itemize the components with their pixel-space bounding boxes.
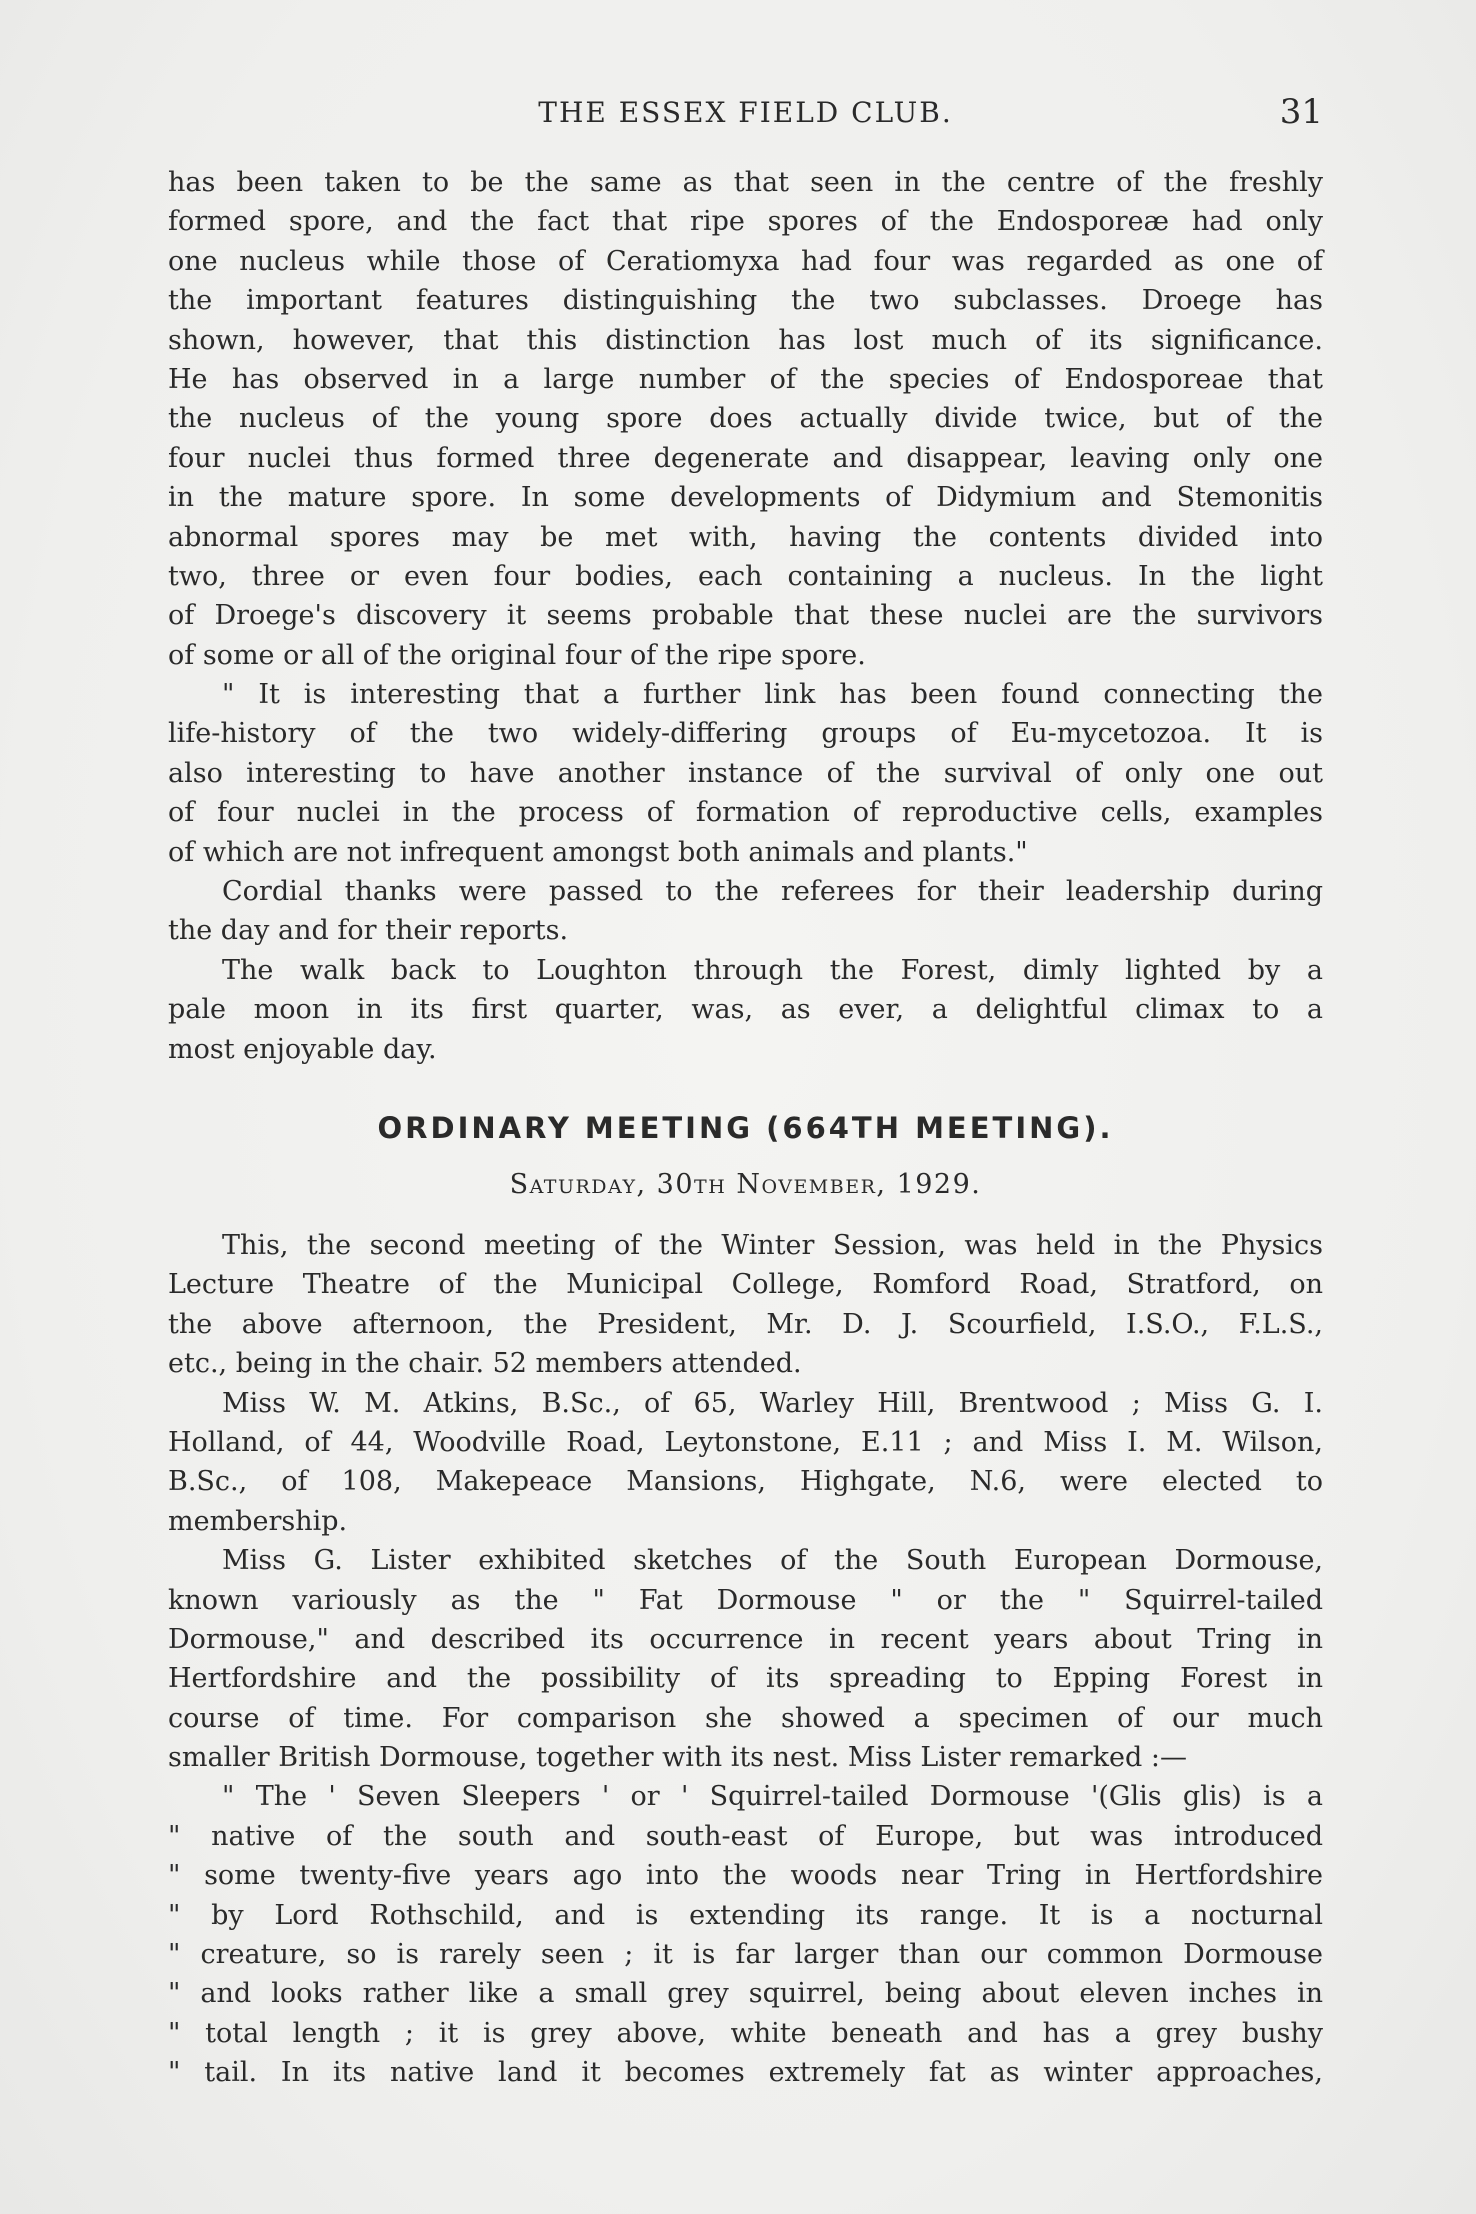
section-heading-title: ORDINARY MEETING (664TH MEETING). xyxy=(377,1111,1114,1145)
text-line: This, the second meeting of the Winter Session, was held in the Physics xyxy=(222,1230,1323,1261)
text-line: formed spore, and the fact that ripe spores of the Endosporeæ had only xyxy=(168,206,1323,238)
text-line: smaller British Dormouse, together with its nest. Miss Lister remarked :— xyxy=(168,1742,1187,1774)
text-line: the day and for their reports. xyxy=(168,915,569,947)
text-line: He has observed in a large number of the species of Endosporeae that xyxy=(168,363,1323,395)
text-line: known variously as the " Fat Dormouse " or the " Squirrel-tailed xyxy=(168,1584,1323,1616)
text-line: " and looks rather like a small grey squirrel, being about eleven inches in xyxy=(168,1978,1323,2010)
text-line: Hertfordshire and the possibility of its spreading to Epping Forest in xyxy=(168,1663,1323,1695)
text-line: " creature, so is rarely seen ; it is far larger than our common Dormouse xyxy=(168,1939,1323,1971)
text-line: " total length ; it is grey above, white beneath and has a grey bushy xyxy=(168,2017,1323,2049)
text-line: in the mature spore. In some developments of Didymium and Stemonitis xyxy=(168,482,1323,514)
text-line: of Droege's discovery it seems probable that these nuclei are the survivors xyxy=(168,600,1323,632)
body-text-bottom xyxy=(168,1226,1323,2093)
text-line: shown, however, that this distinction has lost much of its significance. xyxy=(168,324,1323,356)
text-line: etc., being in the chair. 52 members attended. xyxy=(168,1348,802,1380)
text-line: " by Lord Rothschild, and is extending its range. It is a nocturnal xyxy=(168,1899,1323,1931)
text-line: membership. xyxy=(168,1505,348,1537)
text-line: abnormal spores may be met with, having the contents divided into xyxy=(168,521,1323,553)
text-line: B.Sc., of 108, Makepeace Mansions, Highgate, N.6, were elected to xyxy=(168,1466,1323,1498)
section-heading xyxy=(168,1111,1323,1145)
text-line: most enjoyable day. xyxy=(168,1033,437,1065)
text-line: two, three or even four bodies, each containing a nucleus. In the light xyxy=(168,560,1323,592)
text-line: " native of the south and south-east of Europe, but was introduced xyxy=(168,1820,1323,1852)
meeting-date: Saturday, 30th November, 1929. xyxy=(509,1169,982,1200)
text-line: Miss W. M. Atkins, B.Sc., of 65, Warley Hill, Brentwood ; Miss G. I. xyxy=(222,1387,1323,1419)
text-line: the above afternoon, the President, Mr. D. J. Scourfield, I.S.O., F.L.S., xyxy=(168,1308,1323,1340)
text-line: " tail. In its native land it becomes extremely fat as winter approaches, xyxy=(168,2057,1323,2089)
text-line: Holland, of 44, Woodville Road, Leytonstone, E.11 ; and Miss I. M. Wilson, xyxy=(168,1426,1323,1458)
page-number: 31 xyxy=(1279,92,1323,132)
text-line: life-history of the two widely-differing groups of Eu-mycetozoa. It is xyxy=(168,718,1323,750)
text-line: pale moon in its first quarter, was, as ever, a delightful climax to a xyxy=(168,994,1323,1026)
text-line: " It is interesting that a further link has been found connecting the xyxy=(222,679,1323,711)
text-line: of four nuclei in the process of formation of reproductive cells, examples xyxy=(168,797,1323,829)
page-header xyxy=(168,88,1323,138)
text-line: " some twenty-five years ago into the woods near Tring in Hertfordshire xyxy=(168,1860,1323,1892)
text-line: Miss G. Lister exhibited sketches of the South European Dormouse, xyxy=(222,1545,1323,1577)
text-line: one nucleus while those of Ceratiomyxa had four was regarded as one of xyxy=(168,245,1323,277)
text-line: of some or all of the original four of the ripe spore. xyxy=(168,639,866,671)
text-line: of which are not infrequent amongst both animals and plants." xyxy=(168,836,1028,868)
text-line: the important features distinguishing the two subclasses. Droege has xyxy=(168,285,1323,317)
text-line: also interesting to have another instance of the survival of only one out xyxy=(168,757,1323,789)
body-text-top xyxy=(168,163,1323,1069)
text-line: Lecture Theatre of the Municipal College, Romford Road, Stratford, on xyxy=(168,1269,1323,1301)
text-line: the nucleus of the young spore does actually divide twice, but of the xyxy=(168,403,1323,435)
text-line: course of time. For comparison she showed a specimen of our much xyxy=(168,1702,1323,1734)
text-line: four nuclei thus formed three degenerate and disappear, leaving only one xyxy=(168,442,1323,474)
text-line: " The ' Seven Sleepers ' or ' Squirrel-tailed Dormouse '(Glis glis) is a xyxy=(222,1781,1323,1813)
text-line: Cordial thanks were passed to the referees for their leadership during xyxy=(222,876,1323,908)
text-line: The walk back to Loughton through the Forest, dimly lighted by a xyxy=(222,954,1323,986)
text-line: has been taken to be the same as that seen in the centre of the freshly xyxy=(168,167,1323,198)
text-line: Dormouse," and described its occurrence in recent years about Tring in xyxy=(168,1623,1323,1655)
running-head: THE ESSEX FIELD CLUB. xyxy=(538,96,953,129)
